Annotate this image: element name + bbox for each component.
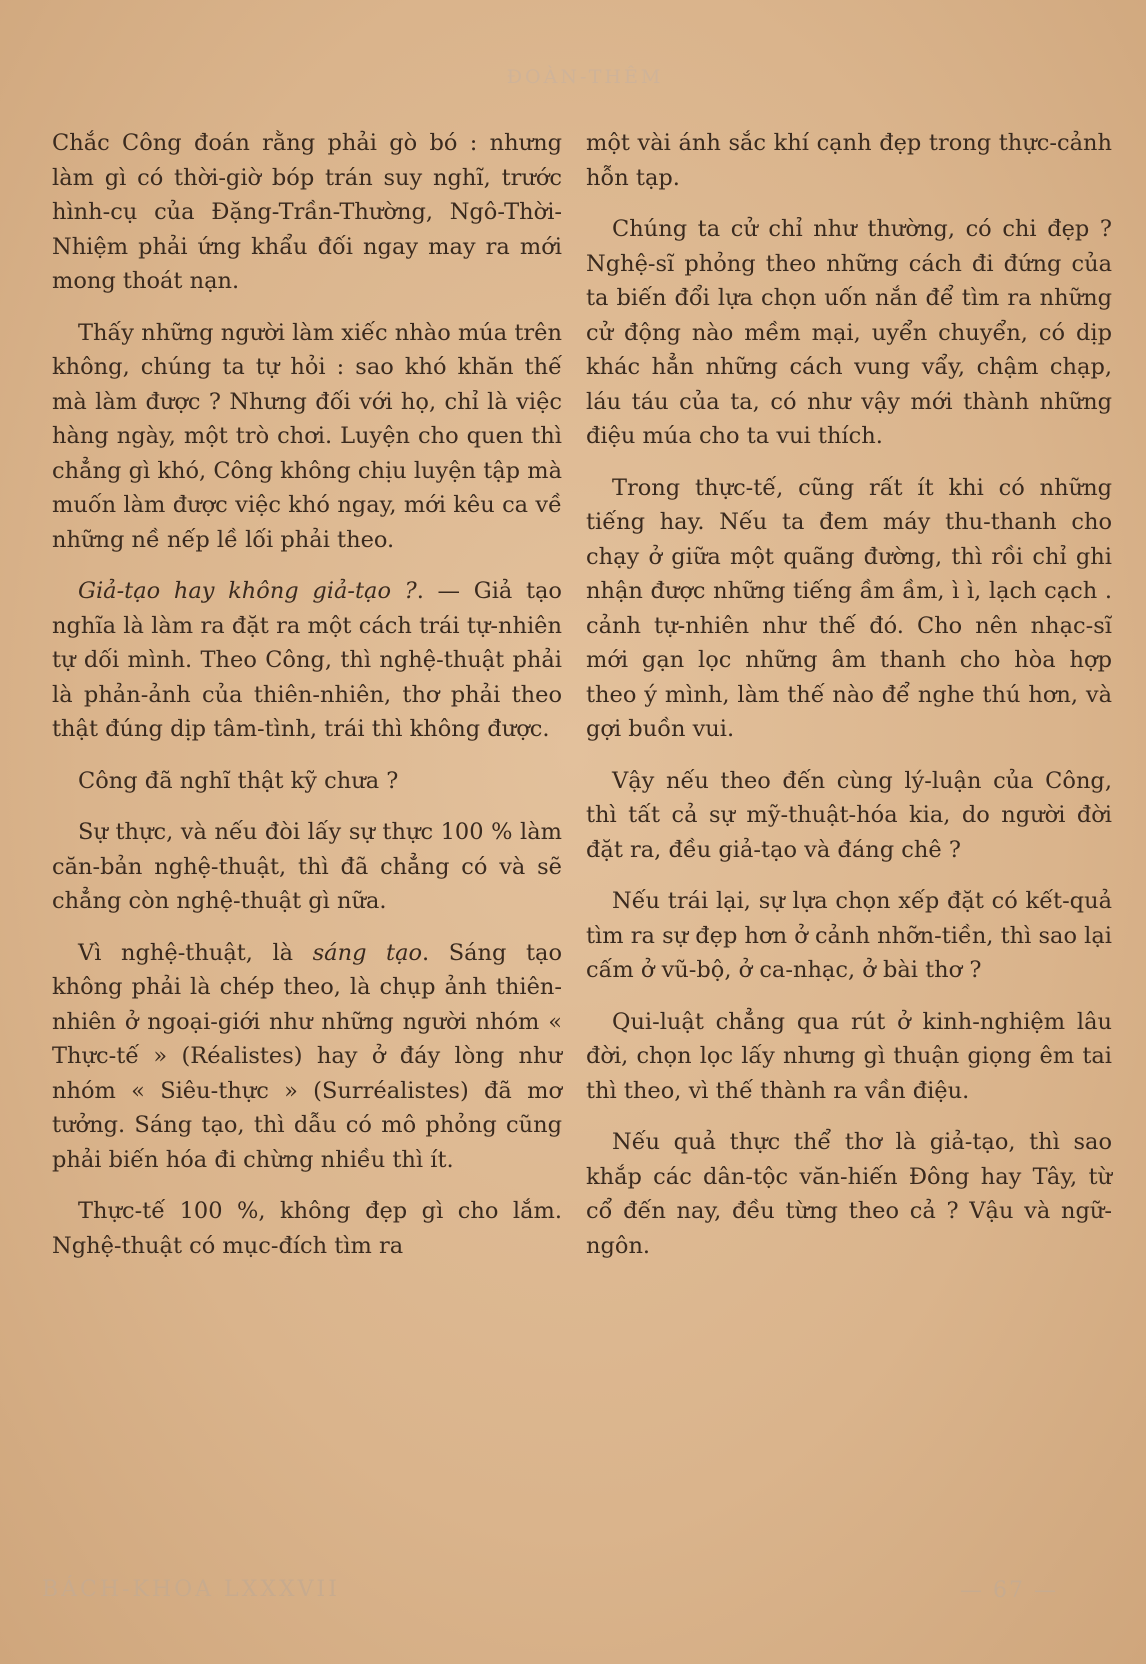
paragraph: Thấy những người làm xiếc nhào múa trên không, chúng ta tự hỏi : sao khó khăn thế mà làm được ? Nhưng đối với họ, chỉ là việc hàng ngày, một trò chơi. Luyện cho quen thì chẳng gì khó, Công không chịu luyện tập mà muốn làm được việc khó ngay, mới kêu ca về những nề nếp lề lối phải theo. [52,319,562,553]
paragraph [52,936,562,1178]
paragraph: Công đã nghĩ thật kỹ chưa ? [78,767,399,794]
right-column [586,126,1112,1280]
emphasis: sáng tạo [312,939,423,966]
section-heading: Giả-tạo hay không giả-tạo ? [78,578,417,604]
paragraph: Thực-tế 100 %, không đẹp gì cho lắm. Nghệ-thuật có mục-đích tìm ra [52,1198,562,1259]
paragraph-text: . Sáng tạo không phải là chép theo, là chụp ảnh thiên-nhiên ở ngoại-giới như những người nhóm « Thực-tế » (Réalistes) hay ở đáy lòng như nhóm « Siêu-thực » (Surréalistes) đã mơ tưởng. Sáng tạo, thì dẫu có mô phỏng cũng phải biến hóa đi chừng nhiều thì ít. [52,939,562,1173]
left-column [52,126,562,1280]
paragraph-text: Vì nghệ-thuật, là [78,939,313,966]
paragraph-text: . — Giả tạo nghĩa là làm ra đặt ra một cách trái tự-nhiên tự dối mình. Theo Công, thì nghệ-thuật phải là phản-ảnh của thiên-nhiên, thơ phải theo thật đúng dịp tâm-tình, trái thì không được. [52,578,562,742]
paragraph-with-heading [52,574,562,747]
paragraph: một vài ánh sắc khí cạnh đẹp trong thực-cảnh hỗn tạp. [586,130,1112,191]
paragraph: Chắc Công đoán rằng phải gò bó : nhưng làm gì có thời-giờ bóp trán suy nghĩ, trước hình-cụ của Đặng-Trần-Thường, Ngô-Thời-Nhiệm phải ứng khẩu đối ngay may ra mới mong thoát nạn. [52,130,562,294]
paragraph: Nếu trái lại, sự lựa chọn xếp đặt có kết-quả tìm ra sự đẹp hơn ở cảnh nhỡn-tiền, thì sao lại cấm ở vũ-bộ, ở ca-nhạc, ở bài thơ ? [586,888,1112,983]
paragraph: Chúng ta cử chỉ như thường, có chi đẹp ? Nghệ-sĩ phỏng theo những cách đi đứng của ta biến đổi lựa chọn uốn nắn để tìm ra những cử động nào mềm mại, uyển chuyển, có dịp khác hẳn những cách vung vẩy, chậm chạp, láu táu của ta, có như vậy mới thành những điệu múa cho ta vui thích. [586,216,1112,449]
footer-publication: BÁCH-KHOA LXXXVII [42,1577,340,1602]
paragraph: Trong thực-tế, cũng rất ít khi có những tiếng hay. Nếu ta đem máy thu-thanh cho chạy ở giữa một quãng đường, thì rồi chỉ ghi nhận được những tiếng ầm ầm, ì ì, lạch cạch . cảnh tự-nhiên như thế đó. Cho nên nhạc-sĩ mới gạn lọc những âm thanh cho hòa hợp theo ý mình, làm thế nào để nghe thú hơn, và gợi buồn vui. [586,474,1112,742]
paragraph: Sự thực, và nếu đòi lấy sự thực 100 % làm căn-bản nghệ-thuật, thì đã chẳng có và sẽ chẳng còn nghệ-thuật gì nữa. [52,819,562,914]
paragraph: Vậy nếu theo đến cùng lý-luận của Công, thì tất cả sự mỹ-thuật-hóa kia, do người đời đặt ra, đều giả-tạo và đáng chê ? [586,767,1112,863]
paragraph: Qui-luật chẳng qua rút ở kinh-nghiệm lâu đời, chọn lọc lấy nhưng gì thuận giọng êm tai thì theo, vì thế thành ra vần điệu. [586,1008,1112,1104]
page-number: — 67 — [960,1578,1058,1603]
running-head: ĐOÀN-THÊM [506,66,664,88]
paragraph: Nếu quả thực thể thơ là giả-tạo, thì sao khắp các dân-tộc văn-hiến Đông hay Tây, từ cổ đến nay, đều từng theo cả ? Vậu và ngữ-ngôn. [586,1129,1112,1259]
